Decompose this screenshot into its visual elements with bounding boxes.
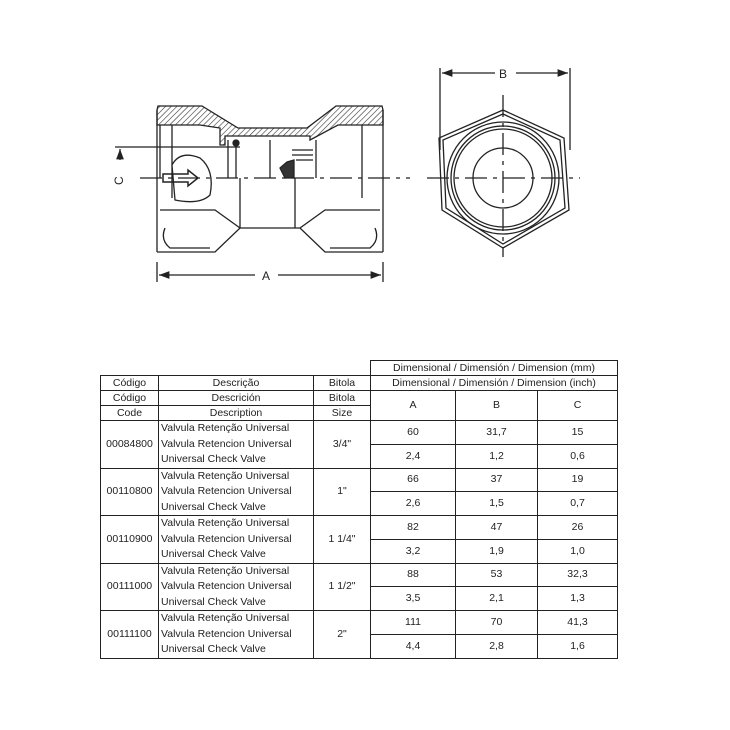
product-size: 3/4" (314, 421, 371, 469)
description-pt: Valvula Retenção Universal (161, 517, 290, 529)
dim-inch-value: 2,1 (456, 587, 538, 611)
description-es: Valvula Retencion Universal (161, 437, 292, 450)
header-dim-b: B (456, 391, 538, 421)
dim-inch-value: 3,5 (371, 587, 456, 611)
description-pt: Valvula Retenção Universal (161, 564, 290, 577)
dim-inch-value: 4,4 (371, 634, 456, 658)
dim-inch-value: 0,6 (538, 444, 618, 468)
product-code: 00110800 (101, 468, 159, 516)
dim-mm-value: 31,7 (456, 421, 538, 445)
dim-mm-value: 88 (371, 563, 456, 587)
description-pt: Valvula Retenção Universal (161, 469, 290, 482)
product-description (159, 611, 314, 659)
dim-mm-value: 66 (371, 468, 456, 492)
header-desc-es: Descrición (159, 391, 314, 406)
dim-mm-value: 41,3 (538, 611, 618, 635)
table-row (101, 563, 618, 587)
dim-mm-value: 60 (371, 421, 456, 445)
description-es: Valvula Retencion Universal (161, 580, 292, 592)
dimension-b-label: B (499, 67, 508, 81)
table-row (101, 516, 618, 540)
valve-technical-drawing (0, 0, 730, 340)
table-row (101, 421, 618, 445)
description-pt: Valvula Retenção Universal (161, 612, 290, 624)
product-description (159, 468, 314, 516)
product-size: 2" (314, 611, 371, 659)
description-es: Valvula Retencion Universal (161, 627, 292, 640)
description-en: Universal Check Valve (161, 643, 266, 655)
side-section-view (115, 106, 410, 282)
dim-mm-value: 15 (538, 421, 618, 445)
dim-inch-value: 3,2 (371, 539, 456, 563)
product-description (159, 516, 314, 564)
dim-mm-value: 111 (371, 611, 456, 635)
dimension-a-label: A (262, 269, 271, 283)
description-es: Valvula Retencion Universal (161, 532, 292, 545)
dim-inch-value: 1,3 (538, 587, 618, 611)
dim-inch-value: 1,6 (538, 634, 618, 658)
header-code-en: Code (101, 406, 159, 421)
product-description (159, 563, 314, 611)
header-size-es: Bitola (314, 391, 371, 406)
dim-mm-header: Dimensional / Dimensión / Dimension (mm) (371, 361, 618, 376)
dim-inch-value: 1,9 (456, 539, 538, 563)
end-view (427, 68, 580, 257)
header-size-pt: Bitola (314, 376, 371, 391)
description-en: Universal Check Valve (161, 548, 266, 560)
dim-mm-value: 26 (538, 516, 618, 540)
dim-inch-value: 2,4 (371, 444, 456, 468)
header-dim-c: C (538, 391, 618, 421)
dimensions-table (100, 360, 618, 659)
dim-inch-value: 1,0 (538, 539, 618, 563)
header-desc-pt: Descrição (159, 376, 314, 391)
dim-mm-value: 53 (456, 563, 538, 587)
table-row (101, 468, 618, 492)
dim-mm-value: 82 (371, 516, 456, 540)
header-size-en: Size (314, 406, 371, 421)
product-code: 00111100 (101, 611, 159, 659)
description-en: Universal Check Valve (161, 500, 266, 513)
dim-mm-value: 47 (456, 516, 538, 540)
dim-mm-value: 32,3 (538, 563, 618, 587)
dim-inch-header: Dimensional / Dimensión / Dimension (inch) (371, 376, 618, 391)
product-size: 1 1/2" (314, 563, 371, 611)
dim-mm-value: 70 (456, 611, 538, 635)
dim-inch-value: 2,8 (456, 634, 538, 658)
dim-mm-value: 19 (538, 468, 618, 492)
dim-inch-value: 1,5 (456, 492, 538, 516)
dim-inch-value: 0,7 (538, 492, 618, 516)
product-code: 00084800 (101, 421, 159, 469)
description-pt: Valvula Retenção Universal (161, 422, 290, 434)
product-code: 00110900 (101, 516, 159, 564)
header-code-es: Código (101, 391, 159, 406)
description-en: Universal Check Valve (161, 595, 266, 608)
dim-inch-value: 1,2 (456, 444, 538, 468)
product-size: 1" (314, 468, 371, 516)
header-desc-en: Description (159, 406, 314, 421)
table-row (101, 611, 618, 635)
header-dim-a: A (371, 391, 456, 421)
header-code-pt: Código (101, 376, 159, 391)
dim-mm-value: 37 (456, 468, 538, 492)
dim-inch-value: 2,6 (371, 492, 456, 516)
product-code: 00111000 (101, 563, 159, 611)
description-es: Valvula Retencion Universal (161, 485, 292, 497)
description-en: Universal Check Valve (161, 453, 266, 465)
dimension-c-label: C (112, 176, 126, 185)
product-description (159, 421, 314, 469)
product-size: 1 1/4" (314, 516, 371, 564)
